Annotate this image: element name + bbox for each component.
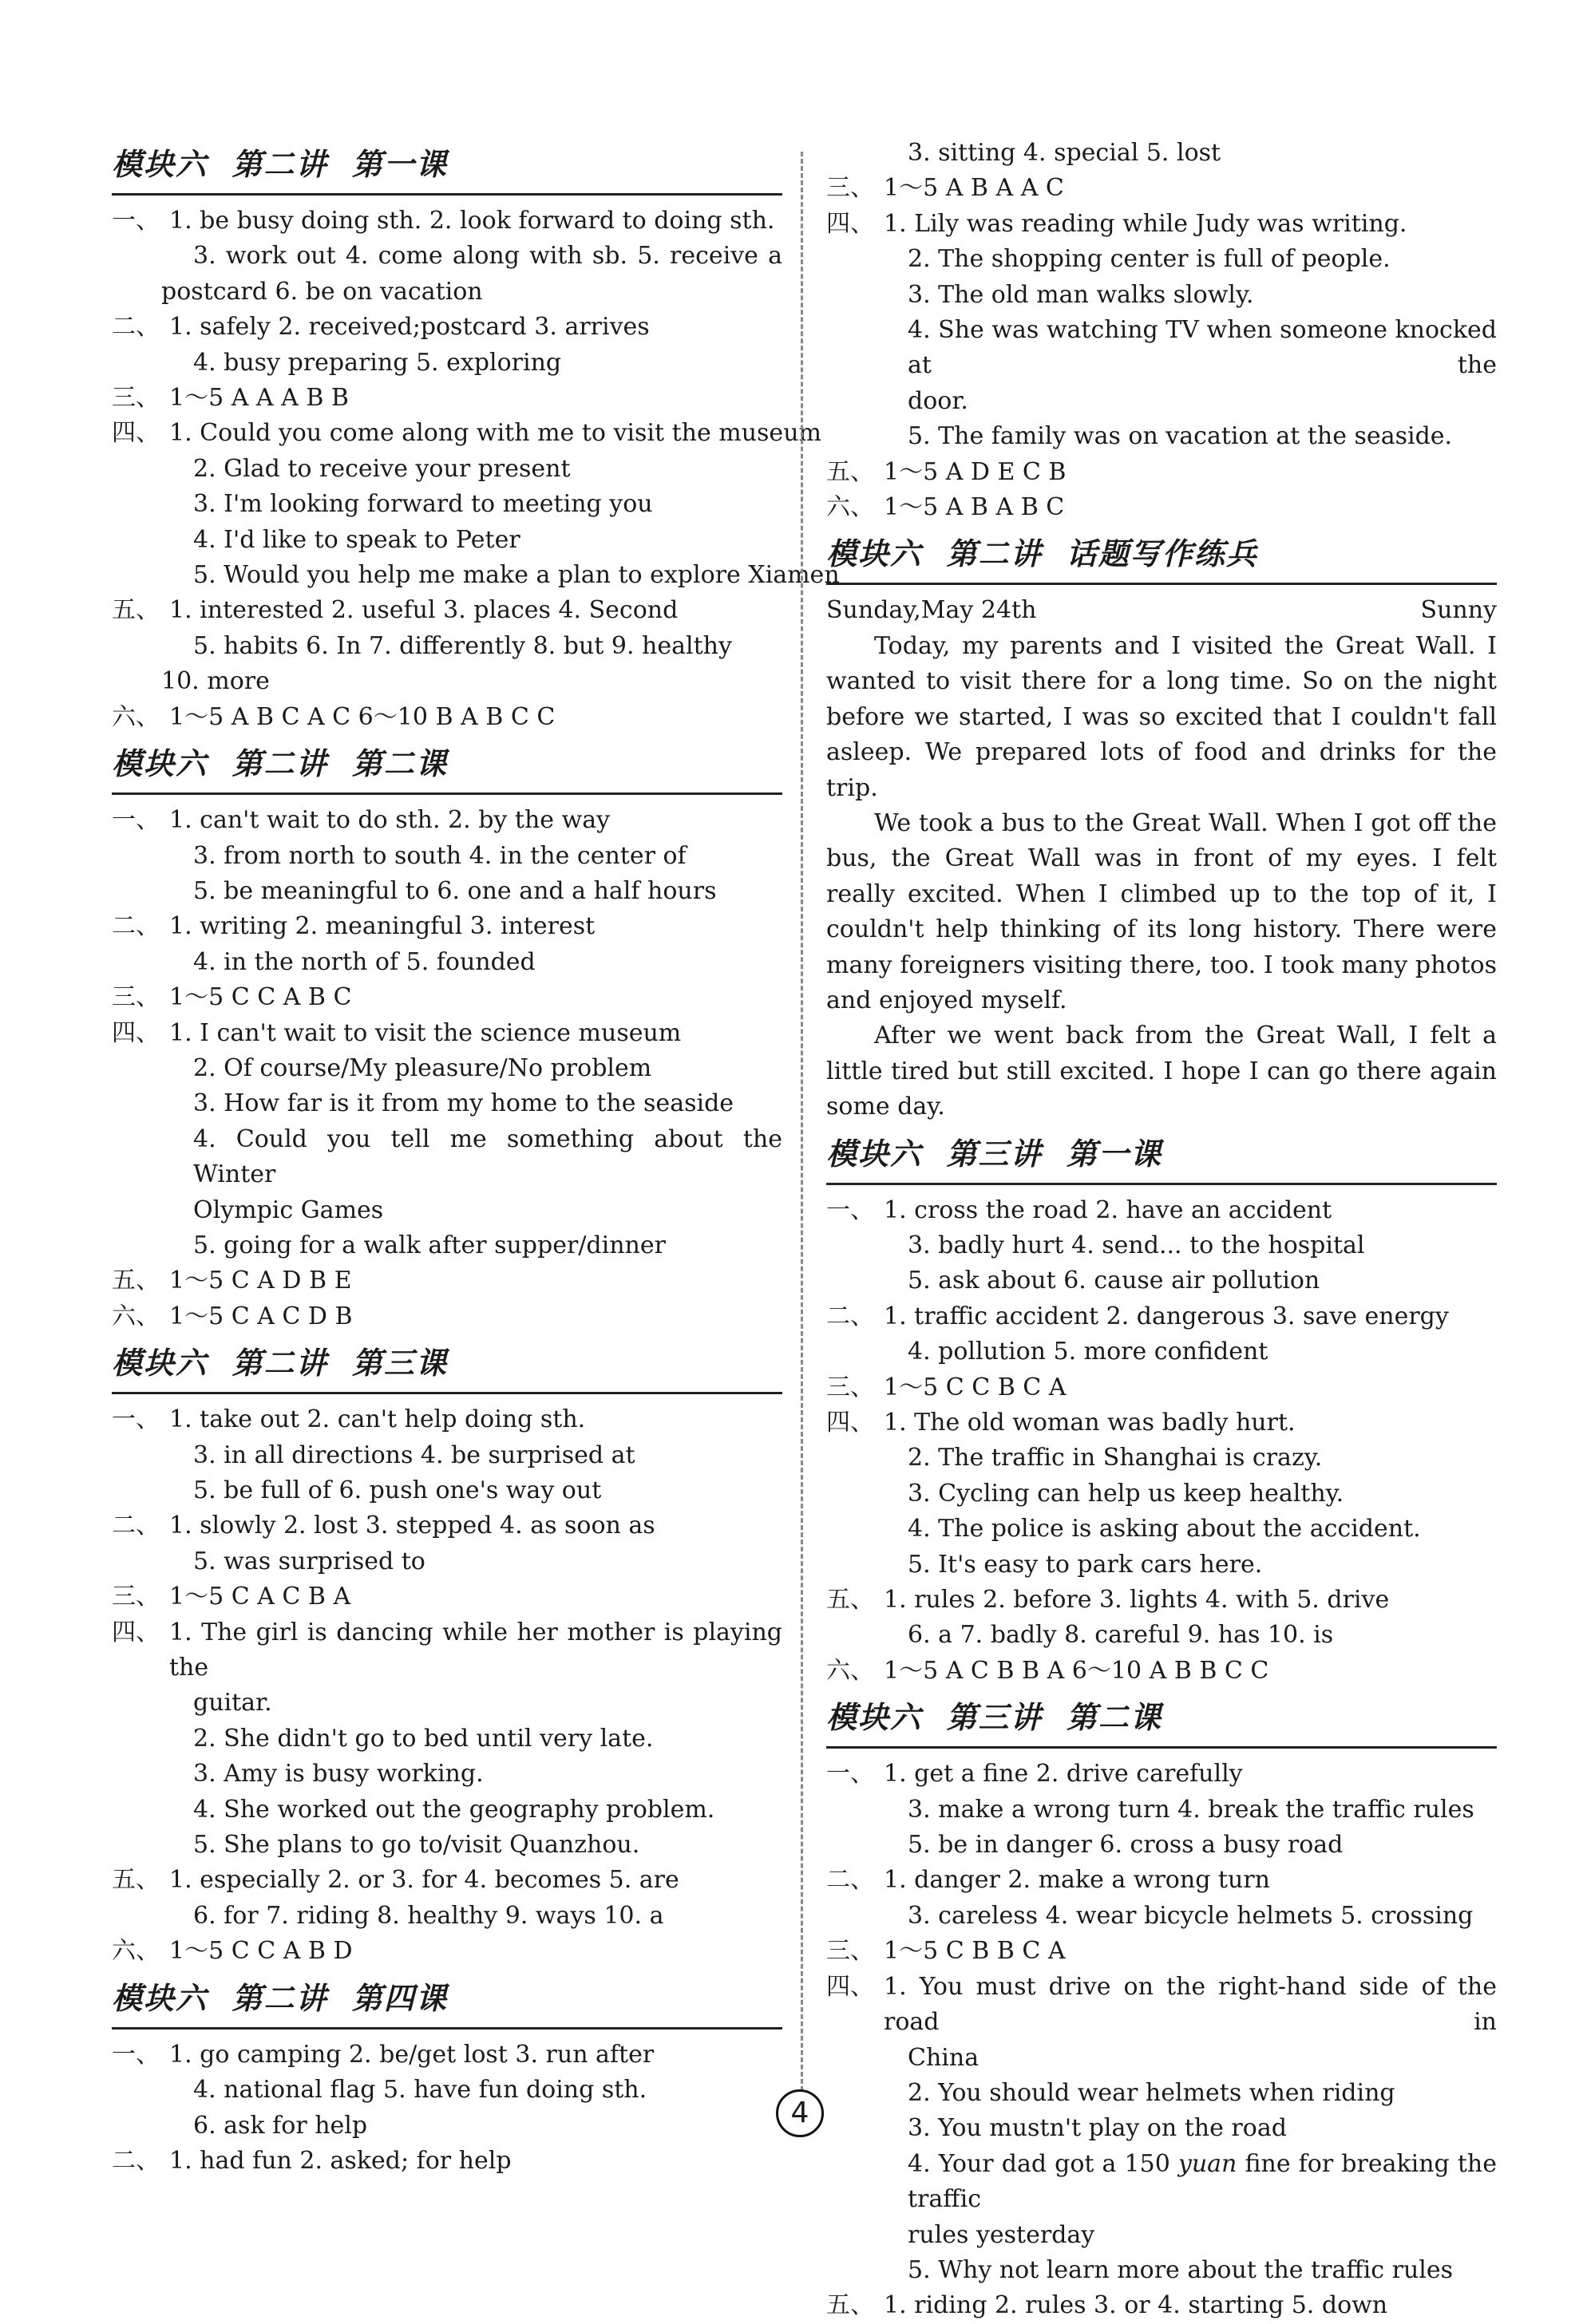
question-number: 五、 [112, 1267, 160, 1295]
answer-text: 2. The shopping center is full of people. [908, 245, 1391, 274]
diary-dateline [826, 593, 1497, 628]
section-heading: 模块六 第三讲 第二课 [826, 1689, 1497, 1749]
answer-line [112, 1122, 782, 1193]
answer-text: 1. cross the road 2. have an accident [884, 1196, 1332, 1224]
answer-line [826, 1792, 1497, 1828]
answer-text: China [908, 2043, 980, 2072]
question-number: 一、 [826, 1760, 874, 1788]
answer-text: 1. You must drive on the right-hand side of the road in [884, 1972, 1497, 2037]
answer-text: 3. Cycling can help us keep healthy. [908, 1479, 1344, 1508]
question-number: 四、 [112, 419, 160, 448]
answer-text: 1～5 C B B C A [884, 1937, 1066, 1966]
answer-text: 1～5 C C A B C [169, 983, 352, 1012]
answer-line [112, 593, 782, 628]
question-number [112, 945, 193, 980]
answer-text: 6. ask for help [193, 2111, 368, 2140]
answer-line [826, 207, 1497, 242]
answer-line [826, 1441, 1497, 1476]
page-number: 4 [776, 2089, 824, 2137]
question-number [826, 2147, 908, 2218]
answer-text: 1～5 A B A B C [884, 493, 1065, 522]
question-number [112, 1193, 193, 1228]
answer-line [112, 2073, 782, 2108]
answer-text: 3. I'm looking forward to meeting you [193, 490, 653, 519]
right-column [826, 136, 1497, 2324]
answer-text: guitar. [193, 1689, 272, 1717]
question-number [112, 1828, 193, 1863]
answer-line [826, 1583, 1497, 1618]
question-number: 四、 [112, 1018, 160, 1047]
answer-text: 3. Amy is busy working. [193, 1760, 484, 1788]
answer-line [112, 1438, 782, 1473]
answer-text: 1. interested 2. useful 3. places 4. Second [169, 596, 679, 625]
answer-text: 5. She plans to go to/visit Quanzhou. [193, 1831, 640, 1860]
answer-text: 5. be meaningful to 6. one and a half hours [193, 876, 717, 905]
question-number [826, 2076, 908, 2111]
answer-text: 4. She worked out the geography problem. [193, 1795, 715, 1824]
question-number [112, 1899, 193, 1934]
answer-text: 4. Your dad got a 150 yuan fine for breaking the traffic [908, 2149, 1497, 2214]
answer-text: 1. go camping 2. be/get lost 3. run after [169, 2040, 655, 2069]
question-number [826, 1618, 908, 1653]
diary-weather: Sunny [1420, 596, 1497, 625]
answer-line [826, 2288, 1497, 2323]
answer-text: 1. be busy doing sth. 2. look forward to doing sth. [169, 207, 775, 235]
question-number [112, 2109, 193, 2144]
question-number: 五、 [112, 596, 160, 625]
answer-line [112, 980, 782, 1015]
answer-text: 5. It's easy to park cars here. [908, 1550, 1263, 1579]
answer-line [826, 1757, 1497, 1792]
answer-line [112, 909, 782, 944]
answer-line [112, 874, 782, 909]
question-number [826, 136, 908, 171]
answer-line [112, 2144, 782, 2179]
question-number [112, 1473, 193, 1508]
answer-line [826, 313, 1497, 384]
answer-text: 1. I can't wait to visit the science museum [169, 1018, 682, 1047]
question-number [112, 346, 193, 381]
answer-line [112, 239, 782, 274]
answer-text: rules yesterday [908, 2220, 1095, 2249]
section-heading: 模块六 第二讲 话题写作练兵 [826, 525, 1497, 585]
question-number [826, 1441, 908, 1476]
answer-text: 1. slowly 2. lost 3. stepped 4. as soon as [169, 1512, 655, 1540]
question-number [826, 1263, 908, 1298]
question-number [826, 1228, 908, 1263]
question-number: 五、 [112, 1866, 160, 1895]
answer-line [826, 490, 1497, 525]
question-number [112, 452, 193, 487]
section-heading: 模块六 第二讲 第四课 [112, 1970, 782, 2030]
question-number [112, 839, 193, 874]
answer-text: 4. I'd like to speak to Peter [193, 525, 520, 554]
answer-text: 1. take out 2. can't help doing sth. [169, 1405, 586, 1434]
question-number [112, 664, 161, 699]
answer-text: 2. Glad to receive your present [193, 454, 571, 483]
answer-line [826, 2147, 1497, 2218]
answer-line [826, 1228, 1497, 1263]
question-number: 三、 [112, 384, 160, 413]
question-number: 二、 [112, 2146, 160, 2175]
answer-line [826, 1263, 1497, 1298]
question-number [826, 242, 908, 277]
question-number [826, 419, 908, 454]
question-number: 二、 [826, 1302, 874, 1330]
question-number: 六、 [112, 1302, 160, 1330]
answer-line [112, 1508, 782, 1543]
answer-text: postcard 6. be on vacation [161, 277, 483, 306]
answer-text: 4. The police is asking about the accident. [908, 1515, 1421, 1543]
answer-text: 10. more [161, 667, 270, 696]
answer-line [826, 1934, 1497, 1969]
answer-line [112, 1228, 782, 1263]
answer-line [826, 1863, 1497, 1898]
answer-text: 1. safely 2. received;postcard 3. arrives [169, 313, 650, 342]
question-number: 六、 [826, 1656, 874, 1685]
answer-line [112, 310, 782, 345]
section-heading: 模块六 第三讲 第一课 [826, 1125, 1497, 1185]
section-heading: 模块六 第二讲 第二课 [112, 735, 782, 795]
answer-text: 1～5 A A A B B [169, 384, 349, 413]
question-number: 二、 [826, 1866, 874, 1895]
answer-text: 1. rules 2. before 3. lights 4. with 5. drive [884, 1586, 1390, 1615]
answer-text: 3. make a wrong turn 4. break the traffic rules [908, 1795, 1474, 1824]
essay-paragraph: We took a bus to the Great Wall. When I got off the bus, the Great Wall was in front of my eyes. I felt really excited. When I climbed up to the top of it, I couldn't help thinking of its long history. There were many foreigners visiting there, too. I took many photos and enjoyed myself. [826, 808, 1497, 1014]
answer-text: 4. She was watching TV when someone knocked at the [908, 316, 1497, 380]
answer-line [826, 1299, 1497, 1334]
diary-date: Sunday,May 24th [826, 596, 1037, 625]
answer-text: 5. be in danger 6. cross a busy road [908, 1831, 1344, 1860]
question-number: 四、 [826, 209, 874, 238]
answer-text: 1. had fun 2. asked; for help [169, 2146, 512, 2175]
question-number: 二、 [112, 313, 160, 342]
answer-line [112, 1757, 782, 1792]
question-number [826, 1476, 908, 1512]
answer-text: 4. Could you tell me something about the Winter [193, 1124, 782, 1189]
question-number: 六、 [112, 1937, 160, 1966]
question-number [112, 1792, 193, 1828]
answer-line [112, 1473, 782, 1508]
question-number: 一、 [112, 1405, 160, 1434]
answer-line [112, 2109, 782, 2144]
answer-text: 3. You mustn't play on the road [908, 2114, 1287, 2143]
question-number [826, 384, 908, 419]
answer-text: 3. sitting 4. special 5. lost [908, 139, 1221, 167]
answer-line [826, 1512, 1497, 1547]
left-column [112, 136, 840, 2179]
answer-line [826, 2041, 1497, 2076]
question-number [112, 1051, 193, 1086]
question-number: 三、 [826, 1373, 874, 1401]
answer-text: 1. can't wait to do sth. 2. by the way [169, 806, 611, 835]
answer-line [112, 381, 782, 416]
answer-line [112, 700, 782, 735]
question-number: 一、 [112, 207, 160, 235]
question-number [112, 2073, 193, 2108]
answer-text: 5. was surprised to [193, 1547, 425, 1575]
answer-text: 5. habits 6. In 7. differently 8. but 9. healthy [193, 631, 732, 660]
question-number: 五、 [826, 457, 874, 486]
answer-text: 1. especially 2. or 3. for 4. becomes 5. are [169, 1866, 679, 1895]
answer-text: 1. get a fine 2. drive carefully [884, 1760, 1243, 1788]
answer-text: 5. going for a walk after supper/dinner [193, 1231, 666, 1259]
question-number [112, 1721, 193, 1757]
question-number [826, 1512, 908, 1547]
answer-line [826, 242, 1497, 277]
answer-text: 3. The old man walks slowly. [908, 280, 1254, 309]
answer-line [112, 1934, 782, 1969]
question-number: 四、 [112, 1618, 160, 1646]
question-number [112, 275, 161, 310]
question-number [112, 874, 193, 909]
answer-text: 1～5 C C A B D [169, 1937, 353, 1966]
answer-line [112, 1544, 782, 1579]
answer-text: 1～5 C A D B E [169, 1267, 352, 1295]
answer-line [826, 1193, 1497, 1228]
question-number: 五、 [826, 1586, 874, 1615]
answer-text: 1～5 C A C D B [169, 1302, 353, 1330]
question-number [826, 2041, 908, 2076]
answer-text: 5. Why not learn more about the traffic rules [908, 2255, 1454, 2284]
answer-line [112, 1086, 782, 1121]
question-number: 六、 [112, 702, 160, 731]
question-number: 一、 [112, 2040, 160, 2069]
question-number [826, 2218, 908, 2253]
question-number: 一、 [826, 1196, 874, 1224]
answer-line [826, 419, 1497, 454]
answer-line [826, 136, 1497, 171]
answer-text: 2. You should wear helmets when riding [908, 2078, 1395, 2107]
answer-line [112, 204, 782, 239]
answer-line [112, 416, 821, 451]
answer-line [826, 1828, 1497, 1863]
answer-line [112, 664, 782, 699]
answer-line [112, 1016, 782, 1051]
answer-line [826, 1547, 1497, 1583]
answer-line [112, 2037, 782, 2073]
question-number: 四、 [826, 1409, 874, 1437]
question-number: 一、 [112, 806, 160, 835]
answer-line [112, 1828, 782, 1863]
answer-text: 1～5 A C B B A 6～10 A B B C C [884, 1656, 1269, 1685]
answer-line [112, 945, 782, 980]
answer-line [826, 1405, 1497, 1441]
answer-line [112, 558, 840, 593]
answer-line [826, 2253, 1497, 2288]
answer-line [112, 1402, 782, 1437]
answer-text: 3. work out 4. come along with sb. 5. receive a [193, 242, 782, 271]
essay-paragraph: Today, my parents and I visited the Great Wall. I wanted to visit there for a long time. So on the night before we started, I was so excited that I couldn't fall asleep. We prepared lots of food and drinks for the trip. [826, 631, 1497, 802]
answer-text: 2. Of course/My pleasure/No problem [193, 1053, 652, 1082]
answer-text: 3. in all directions 4. be surprised at [193, 1441, 635, 1469]
answer-line [112, 487, 782, 522]
answer-line [826, 2076, 1497, 2111]
question-number [826, 1334, 908, 1370]
question-number: 二、 [112, 912, 160, 941]
question-number [112, 1228, 193, 1263]
answer-text: 6. a 7. badly 8. careful 9. has 10. is [908, 1621, 1334, 1650]
column-divider [801, 152, 803, 2091]
question-number [826, 2111, 908, 2146]
answer-text: 1～5 C C B C A [884, 1373, 1067, 1401]
answer-line [826, 278, 1497, 313]
question-number [826, 313, 908, 384]
question-number [826, 1828, 908, 1863]
question-number: 三、 [112, 1583, 160, 1611]
answer-text: 1. traffic accident 2. dangerous 3. save energy [884, 1302, 1449, 1330]
answer-line [112, 452, 782, 487]
question-number [112, 523, 193, 558]
answer-line [112, 1579, 782, 1615]
answer-line [826, 2111, 1497, 2146]
question-number: 四、 [826, 1972, 874, 2001]
answer-text: 2. The traffic in Shanghai is crazy. [908, 1444, 1323, 1472]
question-number [112, 629, 193, 664]
question-number: 五、 [826, 2291, 874, 2320]
answer-line [826, 1618, 1497, 1653]
question-number [826, 278, 908, 313]
answer-line [112, 1721, 782, 1757]
answer-line [826, 1334, 1497, 1370]
answer-text: 1～5 A D E C B [884, 457, 1067, 486]
answer-text: 1. writing 2. meaningful 3. interest [169, 912, 596, 941]
answer-text: 5. The family was on vacation at the seaside. [908, 422, 1453, 451]
answer-text: 5. be full of 6. push one's way out [193, 1476, 602, 1504]
section-heading: 模块六 第二讲 第一课 [112, 136, 782, 196]
question-number [112, 1086, 193, 1121]
answer-line [112, 1615, 782, 1686]
answer-text: 1. The girl is dancing while her mother is playing the [169, 1618, 782, 1682]
answer-line [112, 1863, 782, 1898]
essay-paragraph: After we went back from the Great Wall, I felt a little tired but still excited. I hope I can go there again some day. [826, 1022, 1497, 1121]
answer-line [112, 1792, 782, 1828]
question-number [826, 1792, 908, 1828]
answer-line [112, 1899, 782, 1934]
answer-text: 3. from north to south 4. in the center of [193, 841, 687, 870]
question-number: 三、 [826, 1937, 874, 1966]
answer-text: 5. Would you help me make a plan to explore Xiamen [193, 561, 840, 590]
answer-line [112, 1051, 782, 1086]
answer-line [826, 1970, 1497, 2041]
answer-line [112, 803, 782, 838]
answer-text: 3. careless 4. wear bicycle helmets 5. crossing [908, 1901, 1474, 1930]
answer-line [112, 523, 782, 558]
answer-line [826, 2218, 1497, 2253]
question-number: 二、 [112, 1512, 160, 1540]
answer-text: 1～5 A B A A C [884, 174, 1064, 203]
question-number [112, 239, 193, 274]
answer-text: 4. busy preparing 5. exploring [193, 348, 562, 377]
answer-text: 1. The old woman was badly hurt. [884, 1409, 1296, 1437]
question-number [826, 1547, 908, 1583]
question-number: 三、 [112, 983, 160, 1012]
answer-text: 5. ask about 6. cause air pollution [908, 1267, 1320, 1295]
answer-line [826, 455, 1497, 490]
question-number [112, 558, 193, 593]
answer-line [112, 629, 782, 664]
answer-text: door. [908, 386, 968, 415]
question-number [112, 487, 193, 522]
answer-text: 1～5 C A C B A [169, 1583, 351, 1611]
question-number: 六、 [826, 493, 874, 522]
answer-text: 1. Lily was reading while Judy was writing. [884, 209, 1407, 238]
answer-line [112, 275, 782, 310]
answer-text: 3. How far is it from my home to the seaside [193, 1089, 734, 1118]
answer-text: 2. She didn't go to bed until very late. [193, 1724, 654, 1753]
answer-line [826, 171, 1497, 206]
answer-text: 3. badly hurt 4. send... to the hospital [908, 1231, 1365, 1259]
answer-line [112, 1299, 782, 1334]
answer-line [826, 1654, 1497, 1689]
answer-line [826, 384, 1497, 419]
answer-text: 1～5 A B C A C 6～10 B A B C C [169, 702, 556, 731]
answer-line [826, 1370, 1497, 1405]
answer-text: 4. in the north of 5. founded [193, 947, 536, 976]
answer-text: 1. riding 2. rules 3. or 4. starting 5. down [884, 2291, 1388, 2320]
question-number [112, 1122, 193, 1193]
answer-line [112, 1263, 782, 1298]
answer-text: 6. for 7. riding 8. healthy 9. ways 10. a [193, 1901, 664, 1930]
answer-line [112, 839, 782, 874]
question-number [826, 2253, 908, 2288]
answer-text: Olympic Games [193, 1196, 384, 1224]
question-number: 三、 [826, 174, 874, 203]
section-heading: 模块六 第二讲 第三课 [112, 1334, 782, 1394]
question-number [112, 1757, 193, 1792]
answer-line [826, 1899, 1497, 1934]
answer-text: 1. Could you come along with me to visit the museum [169, 419, 821, 448]
question-number [112, 1438, 193, 1473]
answer-line [826, 1476, 1497, 1512]
answer-line [112, 1193, 782, 1228]
question-number [112, 1686, 193, 1721]
answer-line [112, 346, 782, 381]
question-number [826, 1899, 908, 1934]
answer-text: 4. national flag 5. have fun doing sth. [193, 2076, 647, 2105]
question-number [112, 1544, 193, 1579]
answer-text: 1. danger 2. make a wrong turn [884, 1866, 1270, 1895]
answer-line [112, 1686, 782, 1721]
answer-text: 4. pollution 5. more confident [908, 1338, 1268, 1366]
